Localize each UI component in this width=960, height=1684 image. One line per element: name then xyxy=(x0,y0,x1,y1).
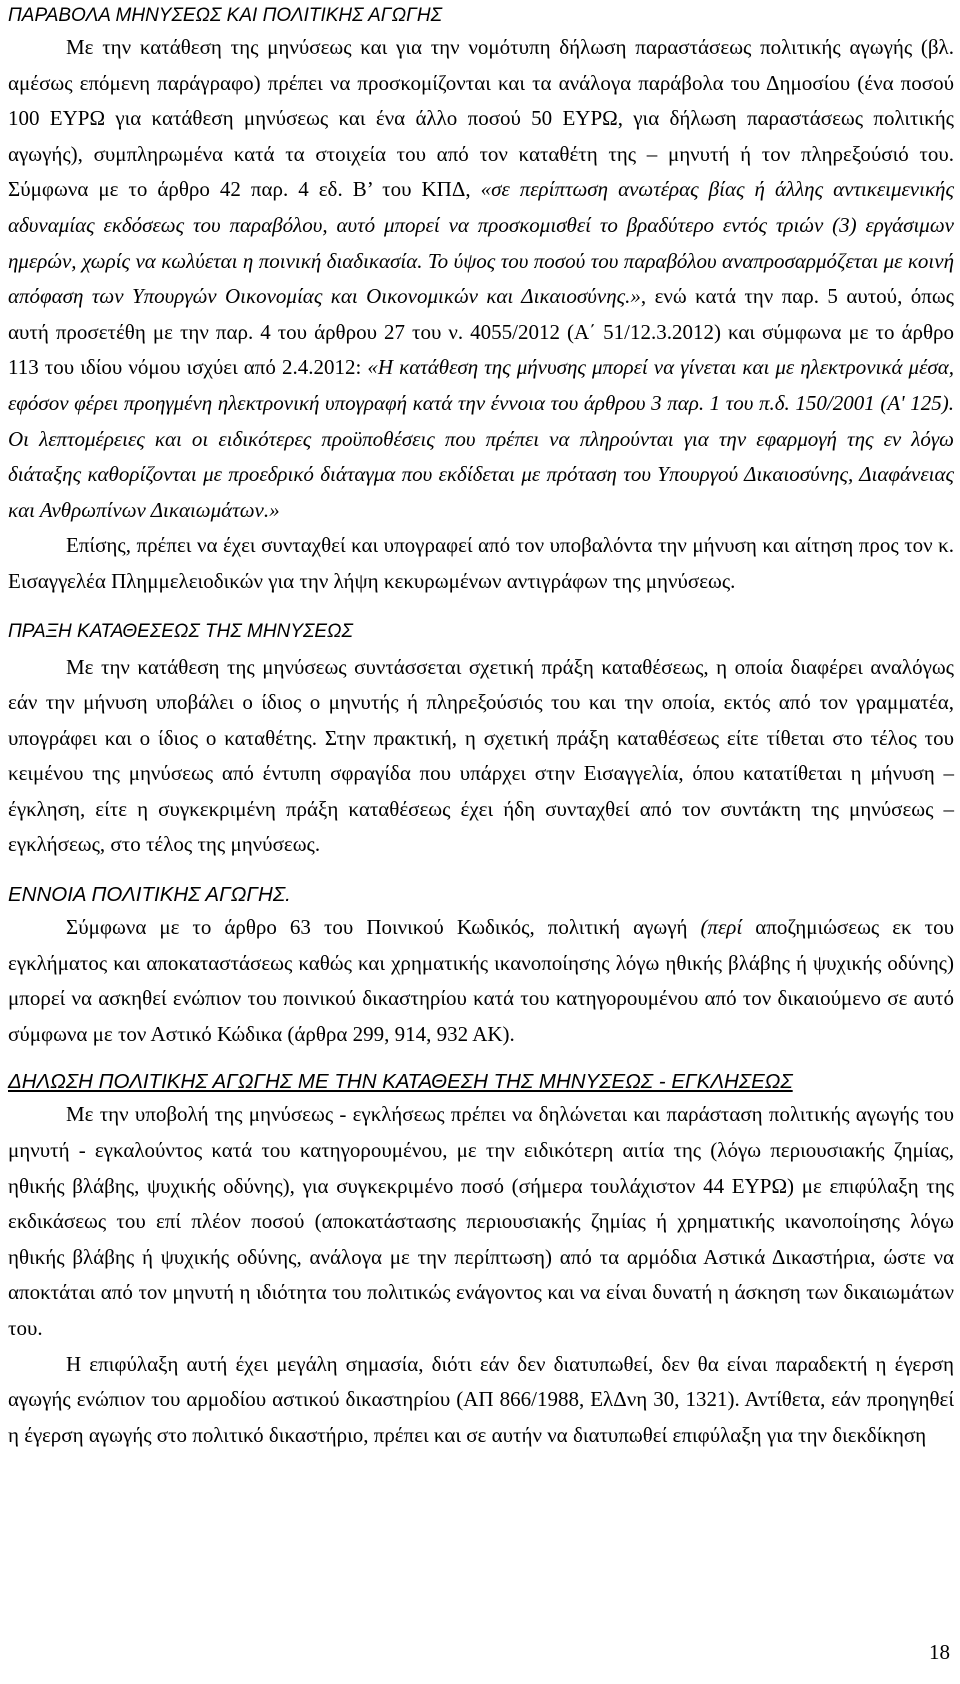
text-segment: Σύμφωνα με το άρθρο 63 του Ποινικού Κωδικός, πολιτική αγωγή xyxy=(66,915,701,940)
heading-dilosi-politikis-agogis: ΔΗΛΩΣΗ ΠΟΛΙΤΙΚΗΣ ΑΓΩΓΗΣ ΜΕ ΤΗΝ ΚΑΤΑΘΕΣΗ ΤΗΣ ΜΗΝΥΣΕΩΣ - ΕΓΚΛΗΣΕΩΣ xyxy=(8,1070,793,1094)
text-segment: Με την κατάθεση της μηνύσεως και για την νομότυπη δήλωση παραστάσεως πολιτικής αγωγής (βλ. αμέσως επόμενη παράγραφο) πρέπει να προσκομίζονται και τα ανάλογα παράβολα του Δημοσίου (ένα ποσού 100 ΕΥΡΩ για κατάθεση μηνύσεως και ένα άλλο ποσού 50 ΕΥΡΩ, για δήλωση παραστάσεως πολιτικής αγωγής), συμπληρωμένα κατά τα στοιχεία του από τον καταθέτη της – μηνυτή ή τον πληρεξούσιό του. Σύμφωνα με το άρθρο 42 παρ. 4 εδ. Β’ του ΚΠΔ, xyxy=(8,35,954,202)
heading-praxi-katatheseos: ΠΡΑΞΗ ΚΑΤΑΘΕΣΕΩΣ ΤΗΣ ΜΗΝΥΣΕΩΣ xyxy=(8,620,353,642)
italic-peri: (περί xyxy=(700,915,743,940)
paragraph-parabola xyxy=(8,30,954,528)
text-segment: αποζημιώσεως εκ του εγκλήματος και αποκαταστάσεως καθώς και χρηματικής ικανοποίησης λόγω ηθικής βλάβης ή ψυχικής οδύνης) μπορεί να ασκηθεί ενώπιον του ποινικού δικαστηρίου κατά του κατηγορουμένου από τον δικαιούμενο σε αυτό σύμφωνα με τον Αστικό Κώδικα (άρθρα 299, 914, 932 ΑΚ). xyxy=(8,915,954,1046)
quote-article-42-par4: «σε περίπτωση ανωτέρας βίας ή άλλης αντικειμενικής αδυναμίας εκδόσεως του παραβόλου, αυτό μπορεί να προσκομισθεί το βραδύτερο εντός τριών (3) εργάσιμων ημερών, χωρίς να κωλύεται η ποινική διαδικασία. Το ύψος του ποσού του παραβόλου αναπροσαρμόζεται με κοινή απόφαση των Υπουργών Οικονομίας και Οικονομικών και Δικαιοσύνης.» xyxy=(8,177,954,309)
paragraph-epifylaxi: Η επιφύλαξη αυτή έχει μεγάλη σημασία, διότι εάν δεν διατυπωθεί, δεν θα είναι παραδεκτή η έγερση αγωγής ενώπιον του αρμοδίου αστικού δικαστηρίου (ΑΠ 866/1988, ΕλΔνη 30, 1321). Αντίθετα, εάν προηγηθεί η έγερση αγωγής στο πολιτικό δικαστήριο, πρέπει και σε αυτήν να διατυπωθεί επιφύλαξη για την διεκδίκηση xyxy=(8,1351,954,1447)
paragraph-dilosi: Με την υποβολή της μηνύσεως - εγκλήσεως πρέπει να δηλώνεται και παράσταση πολιτικής αγωγής του μηνυτή - εγκαλούντος κατά του κατηγορουμένου, με την ειδικότερη αιτία της (λόγω περιουσιακής ζημίας, ηθικής βλάβης, ψυχικής οδύνης), για συγκεκριμένο ποσό (σήμερα τουλάχιστον 44 ΕΥΡΩ) με επιφύλαξη της εκδικάσεως του επί πλέον ποσού (αποκατάστασης περιουσιακής ζημίας ή χρηματικής ικανοποίησης λόγω ηθικής βλάβης ή ψυχικής οδύνης, ανάλογα με την περίπτωση) από τα αρμόδια Αστικά Δικαστήρια, ώστε να αποκτάται από τον μηνυτή η ιδιότητα του πολιτικώς ενάγοντος και να είναι δυνατή η άσκηση των δικαιωμάτων του. xyxy=(8,1102,954,1340)
paragraph-ennoia xyxy=(8,910,954,1052)
text-segment: , ενώ κατά την παρ. 5 αυτού, όπως αυτή προσετέθη με την παρ. 4 του άρθρου 27 του ν. 4055/2012 (Α΄ 51/12.3.2012) και σύμφωνα με το άρθρο 113 του ιδίου νόμου ισχύει από 2.4.2012: xyxy=(8,284,954,380)
paragraph-praxi-katatheseos: Με την κατάθεση της μηνύσεως συντάσσεται σχετική πράξη καταθέσεως, η οποία διαφέρει αναλόγως εάν την μήνυση υποβάλει ο ίδιος ο μηνυτής ή πληρεξούσιός του και την οποία, εκτός από τον γραμματέα, υπογράφει και ο ίδιος ο καταθέτης. Στην πρακτική, η σχετική πράξη καταθέσεως είτε τίθεται στο τέλος του κειμένου της μηνύσεως από έντυπη σφραγίδα που υπάρχει στην Εισαγγελία, όπου κατατίθεται η μήνυση – έγκληση, είτε η συγκεκριμένη πράξη καταθέσεως έχει ήδη συνταχθεί από τον συντάκτη της μηνύσεως – εγκλήσεως, στο τέλος της μηνύσεως. xyxy=(8,654,954,857)
page-number: 18 xyxy=(929,1640,950,1664)
heading-ennoia-politikis-agogis: ΕΝΝΟΙΑ ΠΟΛΙΤΙΚΗΣ ΑΓΩΓΗΣ. xyxy=(8,883,291,907)
quote-article-42-par5: «Η κατάθεση της μήνυσης μπορεί να γίνεται και με ηλεκτρονικά μέσα, εφόσον φέρει προηγμένη ηλεκτρονική υπογραφή κατά την έννοια του άρθρου 3 παρ. 1 του π.δ. 150/2001 (Α' 125). Οι λεπτομέρειες και οι ειδικότερες προϋποθέσεις που πρέπει να πληρούνται για την εφαρμογή της εν λόγω διάταξης καθορίζονται με προεδρικό διάταγμα που εκδίδεται με πρόταση του Υπουργού Δικαιοσύνης, Διαφάνειας και Ανθρωπίνων Δικαιωμάτων.» xyxy=(8,355,954,522)
paragraph-copies-request: Επίσης, πρέπει να έχει συνταχθεί και υπογραφεί από τον υποβαλόντα την μήνυση και αίτηση προς τον κ. Εισαγγελέα Πλημμελειοδικών για την λήψη κεκυρωμένων αντιγράφων της μηνύσεως. xyxy=(8,533,954,593)
heading-parabola: ΠΑΡΑΒΟΛΑ ΜΗΝΥΣΕΩΣ ΚΑΙ ΠΟΛΙΤΙΚΗΣ ΑΓΩΓΗΣ xyxy=(8,5,443,26)
